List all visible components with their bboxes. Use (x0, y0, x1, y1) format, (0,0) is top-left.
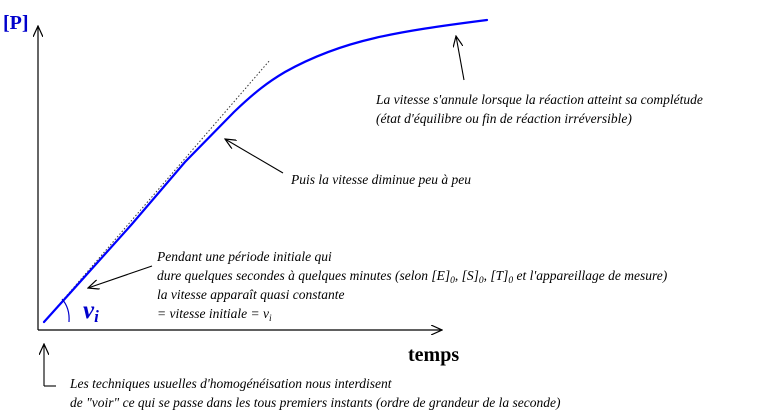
vi-label: vi (83, 297, 99, 326)
decrease-arrow (225, 139, 283, 173)
y-axis-label: [P] (3, 12, 29, 34)
x-axis-label: temps (408, 344, 460, 366)
initial-arrow (88, 266, 152, 288)
completion-text-line2: (état d'équilibre ou fin de réaction irréversible) (376, 111, 632, 126)
initial-text-line3: la vitesse apparaît quasi constante (157, 287, 345, 302)
decrease-text: Puis la vitesse diminue peu à peu (291, 172, 471, 187)
technique-text-line1: Les techniques usuelles d'homogénéisation nous interdisent (70, 376, 392, 391)
initial-text-line2: dure quelques secondes à quelques minutes (selon $[E]_0$, $[S]_0$, $[T]_0$ et l'appareillage de mesure) (157, 268, 668, 286)
completion-text-line1: La vitesse s'annule lorsque la réaction atteint sa complétude (376, 92, 703, 107)
initial-text-line4: = vitesse initiale = $v_i$ (157, 306, 272, 324)
technique-text-line2: de "voir" ce qui se passe dans les tous premiers instants (ordre de grandeur de la seconde) (70, 395, 561, 410)
initial-text-line1: Pendant une période initiale qui (157, 249, 332, 264)
completion-arrow (456, 36, 464, 80)
